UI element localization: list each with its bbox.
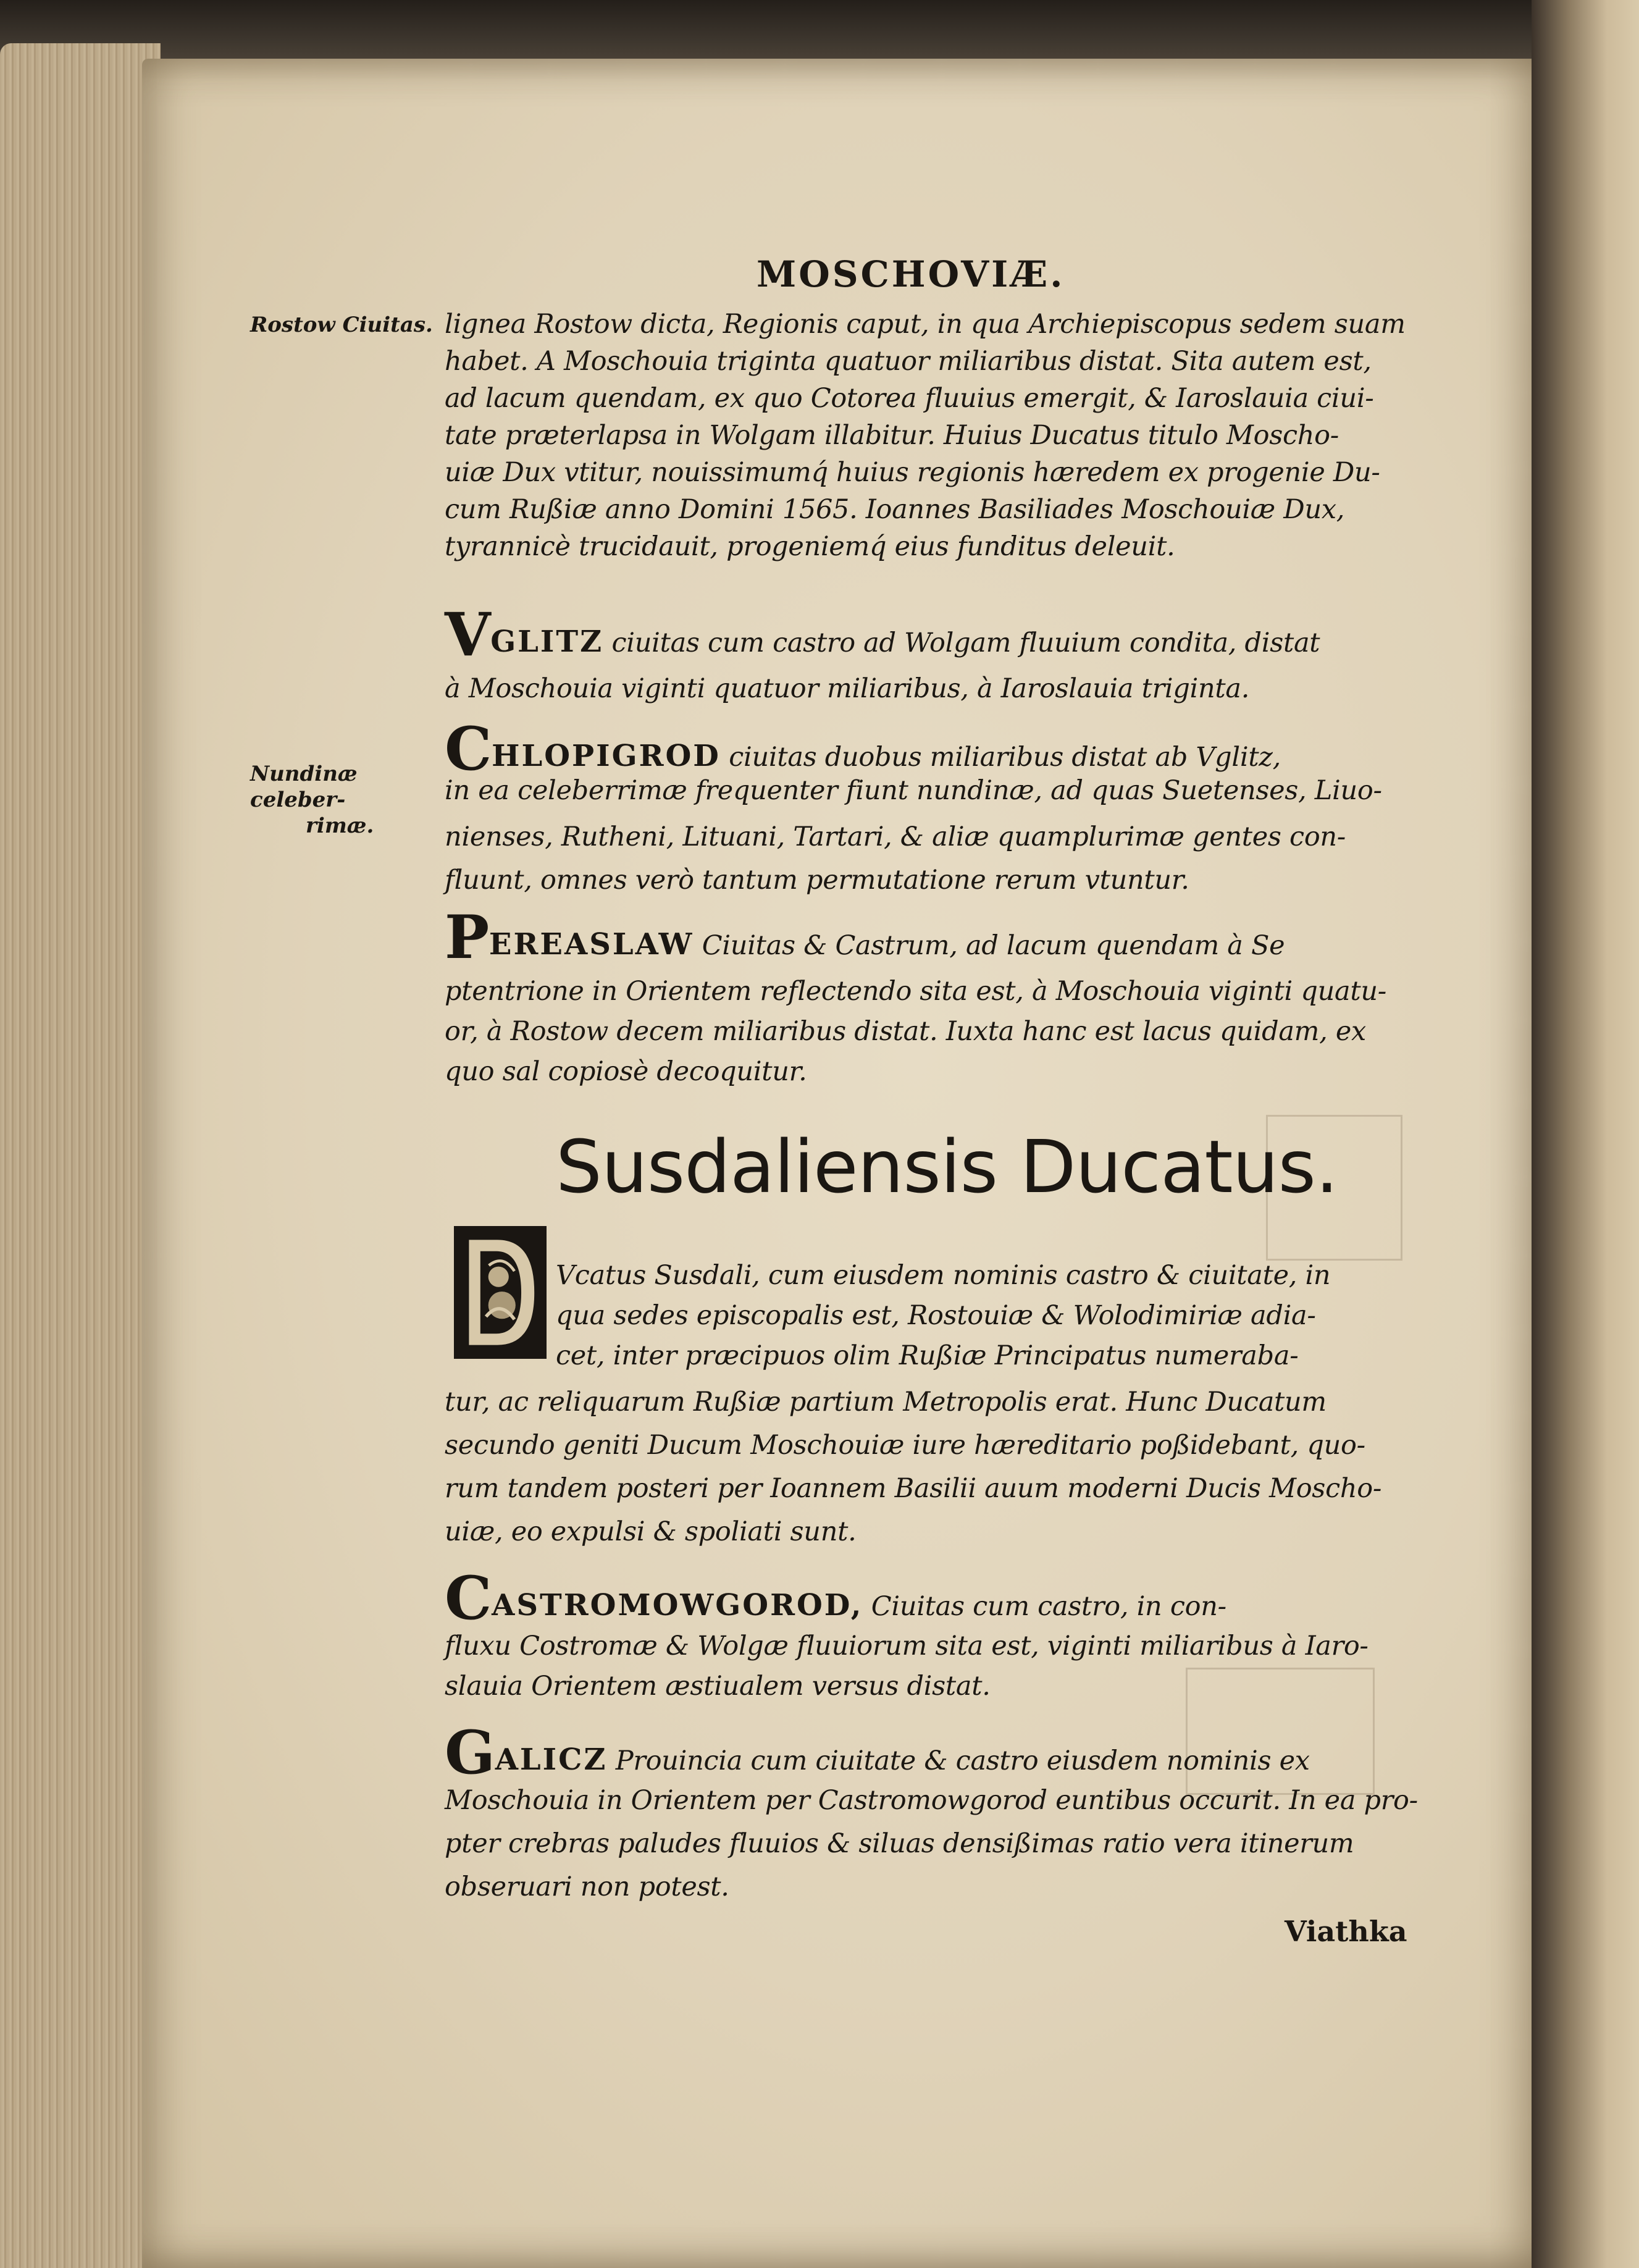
margin-note-line: Nundinæ celeber- (250, 762, 358, 812)
text-span: Ciuitas & Castrum, ad lacum quendam à Se (702, 930, 1285, 961)
text-line: à Moschouia viginti quatuor miliaribus, à Iaroslauia triginta. (445, 673, 1250, 704)
text-line: cum Rußiæ anno Domini 1565. Ioannes Basiliades Moschouiæ Dux, (445, 494, 1345, 525)
text-span: ciuitas cum castro ad Wolgam fluuium condita, distat (611, 628, 1320, 658)
text-line: Vcatus Susdali, cum eiusdem nominis castro & ciuitate, in (556, 1260, 1331, 1291)
text-span: ciuitas duobus miliaribus distat ab Vglitz, (729, 742, 1281, 773)
text-line: cet, inter præcipuos olim Rußiæ Principatus numeraba- (556, 1340, 1299, 1371)
text-line: pter crebras paludes fluuios & siluas densißimas ratio vera itinerum (445, 1828, 1354, 1859)
page-edges (0, 43, 161, 2268)
margin-note-line: rimæ. (306, 813, 374, 838)
margin-note-rostow: Rostow Ciuitas. (250, 313, 433, 337)
place-name: HLOPIGROD (492, 739, 721, 773)
decorated-initial-d (454, 1226, 547, 1359)
chlopigrod-first-line (445, 714, 1281, 784)
text-line: rum tandem posteri per Ioannem Basilii auum moderni Ducis Moscho- (445, 1473, 1382, 1504)
text-line: quo sal copiosè decoquitur. (445, 1056, 807, 1087)
text-span: Prouincia cum ciuitate & castro eiusdem nominis ex (615, 1745, 1310, 1776)
text-line: or, à Rostow decem miliaribus distat. Iuxta hanc est lacus quidam, ex (445, 1016, 1366, 1047)
text-line: habet. A Moschouia triginta quatuor miliaribus distat. Sita autem est, (445, 346, 1372, 377)
vglitz-first-line (445, 600, 1320, 670)
section-heading: Susdaliensis Ducatus. (556, 1124, 1338, 1209)
text-line: nienses, Rutheni, Lituani, Tartari, & aliæ quamplurimæ gentes con- (445, 821, 1346, 852)
catchword: Viathka (1285, 1915, 1407, 1948)
text-line: in ea celeberrimæ frequenter fiunt nundinæ, ad quas Suetenses, Liuo- (445, 775, 1382, 806)
woodcut-initial-icon (458, 1230, 543, 1355)
text-line: qua sedes episcopalis est, Rostouiæ & Wolodimiriæ adia- (556, 1300, 1316, 1331)
place-name: ALICZ (495, 1742, 608, 1777)
text-span: Ciuitas cum castro, in con- (863, 1591, 1226, 1622)
text-line: tur, ac reliquarum Rußiæ partium Metropolis erat. Hunc Ducatum (445, 1387, 1327, 1418)
text-line: fluunt, omnes verò tantum permutatione rerum vtuntur. (445, 865, 1189, 896)
place-name: EREASLAW (488, 927, 694, 962)
book-gutter (1532, 0, 1639, 2268)
text-line: tate præterlapsa in Wolgam illabitur. Huius Ducatus titulo Moscho- (445, 420, 1339, 451)
text-line: Moschouia in Orientem per Castromowgorod euntibus occurit. In ea pro- (445, 1785, 1418, 1816)
text-line: obseruari non potest. (445, 1871, 729, 1902)
text-line: ptentrione in Orientem reflectendo sita est, à Moschouia viginti quatu- (445, 976, 1386, 1007)
galicz-first-line (445, 1718, 1310, 1787)
initial-letter: G (445, 1718, 495, 1787)
place-name: ASTROMOWGOROD, (492, 1588, 863, 1623)
text-line: lignea Rostow dicta, Regionis caput, in qua Archiepiscopus sedem suam (445, 309, 1406, 340)
text-line: ad lacum quendam, ex quo Cotorea fluuius emergit, & Iaroslauia ciui- (445, 383, 1374, 414)
initial-letter: P (445, 902, 489, 972)
initial-letter: C (445, 1563, 492, 1633)
place-name: GLITZ (490, 624, 604, 659)
initial-letter: C (445, 714, 492, 784)
castromowgorod-first-line (445, 1563, 1226, 1633)
margin-note-nundinae (250, 761, 435, 839)
pereaslaw-first-line (445, 902, 1285, 972)
initial-letter: V (445, 600, 491, 670)
text-line: slauia Orientem æstiualem versus distat. (445, 1671, 991, 1702)
text-line: fluxu Costromæ & Wolgæ fluuiorum sita est, viginti miliaribus à Iaro- (445, 1631, 1369, 1661)
text-line: uiæ, eo expulsi & spoliati sunt. (445, 1516, 857, 1547)
text-line: uiæ Dux vtitur, nouissimumq́ huius regionis hæredem ex progenie Du- (445, 457, 1380, 488)
running-head: MOSCHOVIÆ. (757, 253, 1065, 295)
book-top-edge (0, 0, 1639, 62)
text-line: tyrannicè trucidauit, progeniemq́ eius funditus deleuit. (445, 531, 1175, 562)
text-line: secundo geniti Ducum Moschouiæ iure hæreditario poßidebant, quo- (445, 1430, 1365, 1461)
